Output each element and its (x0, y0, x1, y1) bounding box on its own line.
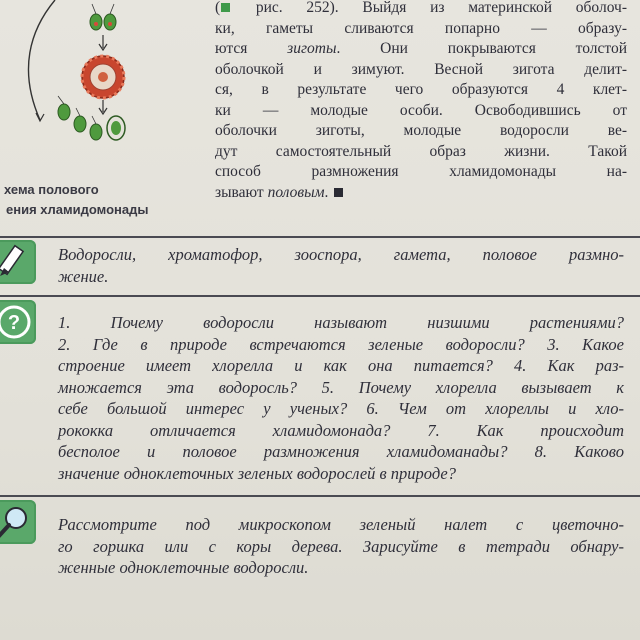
magnifier-icon (0, 500, 36, 544)
question-line: 2. Где в природе встречаются зеленые водоросли? 3. Какое (58, 334, 624, 354)
zygote (82, 56, 124, 98)
key-terms-block (58, 244, 624, 287)
question-line: строение имеет хлорелла и как она питается? 4. Как раз- (58, 356, 624, 375)
question-line: рококка отличается хламидомонада? 7. Как происходит (58, 420, 624, 440)
question-mark-icon (0, 300, 36, 344)
paragraph-line: ки — молодые особи. Освободившись от (215, 101, 627, 119)
question-line: бесполое и половое размножения хламидоманады? 8. Каково (58, 442, 624, 461)
terms-line: Водоросли, хроматофор, зооспора, гамета, половое размно- (58, 245, 624, 264)
section-divider (0, 236, 640, 238)
fusing-gametes (90, 4, 116, 30)
paragraph-line: способ размножения хламидомонады на- (215, 163, 627, 180)
figure-caption-line: хема полового (4, 182, 99, 197)
end-of-section-square-icon (334, 188, 343, 197)
questions-block (58, 312, 624, 484)
paragraph-line: ются зиготы. Они покрываются толстой (215, 40, 627, 57)
paragraph-line: оболочкой и зимуют. Весной зигота делит- (215, 60, 627, 78)
pencil-icon (0, 240, 36, 284)
question-line: множается эта водоросль? 5. Почему хлорелла вызывает к (58, 377, 624, 397)
task-line: го горшка или с коры дерева. Зарисуйте в тетради обнару- (58, 536, 624, 556)
question-line: значение одноклеточных зеленых водорослей в природе? (58, 463, 456, 483)
paragraph-line: ся, в результате чего образуются 4 клет- (215, 81, 627, 98)
task-block (58, 514, 624, 579)
task-line: Рассмотрите под микроскопом зеленый налет с цветочно- (58, 515, 624, 534)
figure-ref-square-icon (221, 3, 230, 12)
figure-caption (0, 180, 210, 220)
paragraph-line: ки, гаметы сливаются попарно — образу- (215, 19, 627, 37)
scheme-illustration (0, 0, 200, 180)
body-paragraph (215, 0, 627, 203)
paragraph-line: дут самостоятельный образ жизни. Такой (215, 142, 627, 160)
young-cells (58, 96, 125, 140)
reproduction-scheme-figure (0, 0, 200, 180)
section-divider (0, 295, 640, 297)
question-line: 1. Почему водоросли называют низшими растениями? (58, 313, 624, 332)
terms-line: жение. (58, 266, 109, 286)
svg-text:?: ? (7, 312, 21, 334)
section-divider (0, 495, 640, 497)
task-line: женные одноклеточные водоросли. (58, 558, 309, 577)
paragraph-line: ( рис. 252). Выйдя из материнской оболоч- (215, 0, 627, 16)
paragraph-line: зывают половым. (215, 183, 627, 204)
paragraph-line: оболочки зиготы, молодые водоросли ве- (215, 122, 627, 139)
question-line: себе большой интерес у ученых? 6. Чем от хлореллы и хло- (58, 399, 624, 418)
figure-caption-line: ения хламидомонады (6, 202, 149, 217)
